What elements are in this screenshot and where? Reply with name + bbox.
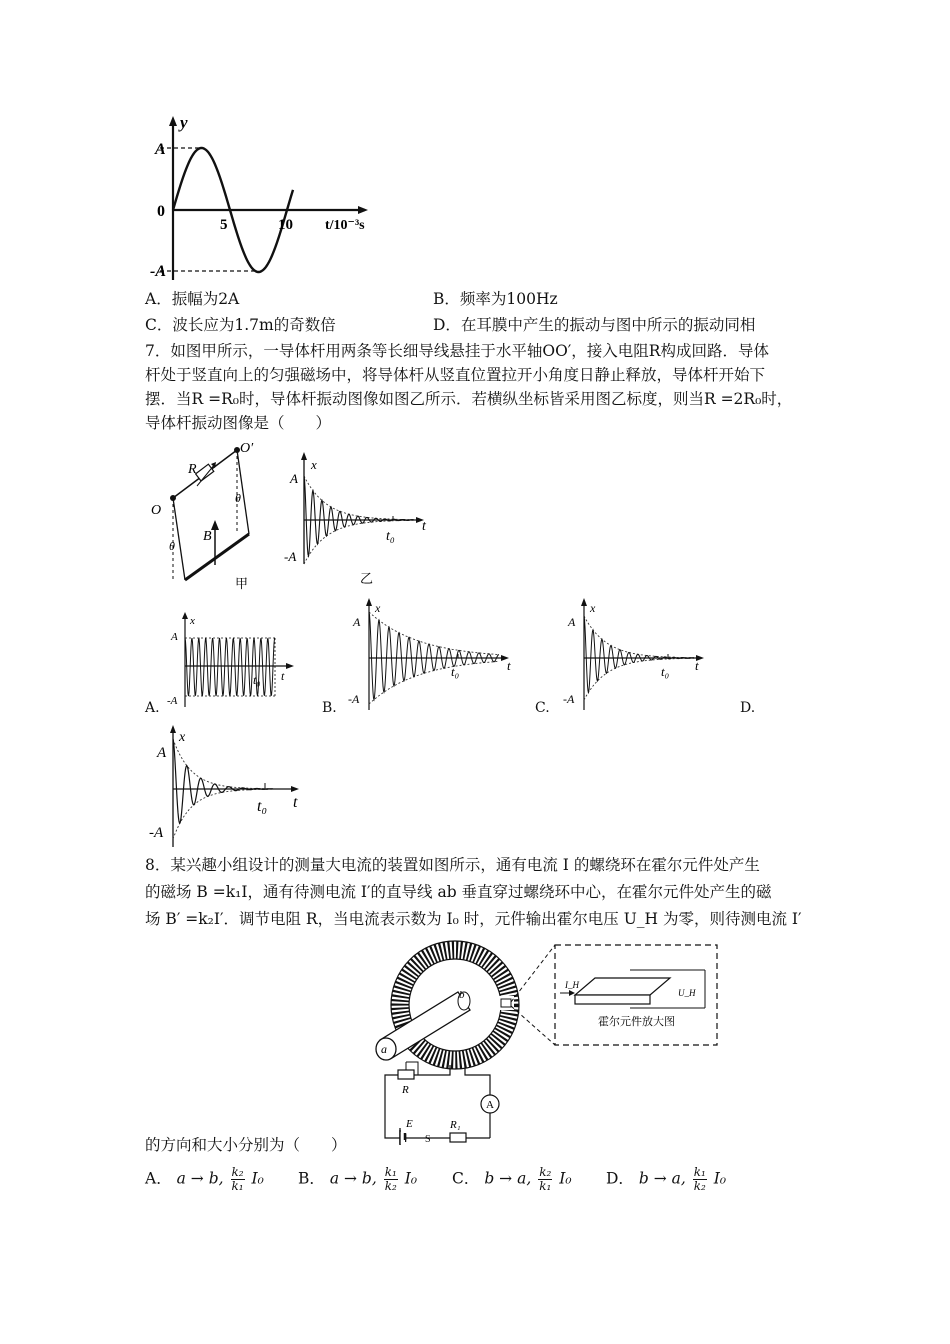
c-t0-label: t₀ — [661, 664, 670, 679]
field-B-label: B — [203, 529, 212, 544]
q7-option-b-graph[interactable] — [345, 598, 520, 713]
point-O-prime-label: O′ — [240, 441, 254, 456]
b-negA-label: -A — [348, 692, 360, 706]
q8-option-b-I0: I₀ — [404, 1169, 418, 1188]
resistor-R-label: R — [188, 462, 197, 477]
d-x-label: x — [179, 730, 186, 745]
q7-option-c-graph[interactable] — [560, 598, 710, 713]
d-t-label: t — [293, 794, 298, 811]
y-axis-label: y — [180, 113, 188, 132]
hall-voltage-label: U_H — [678, 988, 696, 998]
origin-label: 0 — [157, 203, 165, 220]
q7-option-c-label[interactable]: C. — [535, 700, 550, 716]
q8-option-a-direction: a → b, — [176, 1169, 224, 1188]
q8-text-line3: 场 B′ =k₂I′．调节电阻 R，当电流表示数为 I₀ 时，元件输出霍尔电压 U_H 为零，则待测电流 I′ — [145, 910, 802, 928]
q8-option-d-I0: I₀ — [713, 1169, 727, 1188]
a-t0-label: t₀ — [253, 673, 261, 687]
hall-current-label: I_H — [565, 980, 579, 990]
q7-option-a-graph[interactable] — [165, 612, 305, 712]
q8-option-a-I0: I₀ — [251, 1169, 264, 1188]
q6-option-a[interactable]: A．振幅为2A — [145, 290, 240, 308]
q6-option-b[interactable]: B．频率为100Hz — [433, 290, 558, 308]
q8-option-b[interactable] — [298, 1166, 417, 1193]
ammeter-label: A — [486, 1099, 494, 1111]
figure-jia — [145, 440, 260, 590]
q8-option-b-label: B． — [298, 1169, 325, 1188]
q8-option-c-direction: b → a, — [484, 1169, 532, 1188]
c-t-label: t — [695, 658, 699, 673]
rheostat-R-label: R — [402, 1084, 409, 1096]
d-negA-label: -A — [149, 825, 164, 841]
q7-text-line1: 7．如图甲所示，一导体杆用两条等长细导线悬挂于水平轴OO′，接入电阻R构成回路．导体 — [145, 342, 769, 360]
a-x-label: x — [190, 615, 195, 627]
q7-text-line4: 导体杆振动图像是（ ） — [145, 414, 332, 432]
yi-A-label: A — [290, 471, 298, 486]
source-E-label: E — [406, 1118, 413, 1130]
q6-option-d[interactable]: D．在耳膜中产生的振动与图中所示的振动同相 — [433, 316, 756, 334]
q8-option-c-label: C． — [452, 1169, 480, 1188]
x-axis-label: t/10⁻³s — [325, 218, 365, 233]
a-A-label: A — [171, 631, 178, 643]
q8-option-a-fraction: $\frac{\text{k₂}}{\text{k₁}}$ — [231, 1165, 244, 1193]
b-A-label: A — [353, 615, 361, 629]
resistor-R1-label: R₁ — [450, 1119, 461, 1131]
point-O-label: O — [151, 503, 162, 518]
q6-option-c[interactable]: C．波长应为1.7m的奇数倍 — [145, 316, 336, 334]
figure-yi — [280, 452, 440, 587]
q8-option-d-fraction: $\frac{\text{k₁}}{\text{k₂}}$ — [693, 1165, 706, 1193]
yi-x-label: x — [311, 457, 317, 472]
d-t0-label: t₀ — [257, 798, 268, 815]
wire-end-a-label: a — [381, 1042, 387, 1056]
d-A-label: A — [157, 745, 167, 761]
a-t-label: t — [281, 669, 285, 683]
hall-effect-apparatus-figure — [370, 940, 730, 1145]
q8-option-b-direction: a → b, — [329, 1169, 377, 1188]
q8-option-b-fraction: $\frac{\text{k₁}}{\text{k₂}}$ — [384, 1165, 397, 1193]
tick-10: 10 — [278, 217, 293, 233]
a-negA-label: -A — [167, 695, 178, 707]
q8-option-c-fraction: $\frac{\text{k₂}}{\text{k₁}}$ — [539, 1165, 552, 1193]
wire-end-b-label: b — [459, 989, 465, 1001]
q8-option-a[interactable] — [145, 1166, 264, 1193]
caption-yi: 乙 — [360, 571, 374, 586]
amplitude-label: A — [155, 141, 166, 158]
q7-option-b-label[interactable]: B. — [322, 700, 337, 716]
theta-label-1: θ — [169, 539, 175, 553]
enlarged-caption: 霍尔元件放大图 — [598, 1016, 675, 1028]
yi-t-label: t — [422, 519, 426, 534]
q7-option-d-label[interactable]: D. — [740, 700, 756, 716]
switch-S-label: S — [425, 1134, 431, 1145]
c-x-label: x — [590, 601, 596, 615]
theta-label-2: θ — [235, 491, 241, 505]
q7-text-line3: 摆．当R =R₀时，导体杆振动图像如图乙所示．若横纵坐标皆采用图乙标度，则当R =2R₀时， — [145, 390, 793, 408]
q8-option-d-label: D． — [606, 1169, 634, 1188]
q7-option-d-graph[interactable] — [145, 725, 310, 850]
c-negA-label: -A — [563, 692, 575, 706]
b-t0-label: t₀ — [451, 664, 460, 679]
sine-wave-graph — [140, 110, 370, 285]
q8-option-d[interactable] — [606, 1166, 726, 1193]
yi-negA-label: -A — [284, 549, 297, 564]
neg-amplitude-label: -A — [150, 263, 166, 280]
q8-text-line2: 的磁场 B =k₁I，通有待测电流 I′的直导线 ab 垂直穿过螺绕环中心，在霍尔元件处产生的磁 — [145, 883, 772, 901]
q8-option-c-I0: I₀ — [559, 1169, 572, 1188]
q8-option-a-label: A． — [145, 1169, 172, 1188]
c-A-label: A — [568, 615, 576, 629]
tick-5: 5 — [220, 217, 228, 233]
caption-jia: 甲 — [235, 576, 249, 590]
q8-option-d-direction: b → a, — [638, 1169, 686, 1188]
q8-text-line1: 8．某兴趣小组设计的测量大电流的装置如图所示，通有电流 I 的螺绕环在霍尔元件处产生 — [145, 856, 760, 874]
q7-option-a-label[interactable]: A. — [145, 700, 160, 716]
yi-t0-label: t₀ — [386, 529, 395, 544]
q8-text-line4: 的方向和大小分别为（ ） — [145, 1136, 347, 1154]
q8-option-c[interactable] — [452, 1166, 572, 1193]
q7-text-line2: 杆处于竖直向上的匀强磁场中，将导体杆从竖直位置拉开小角度日静止释放，导体杆开始下 — [145, 366, 766, 384]
b-t-label: t — [507, 658, 511, 673]
b-x-label: x — [375, 601, 381, 615]
